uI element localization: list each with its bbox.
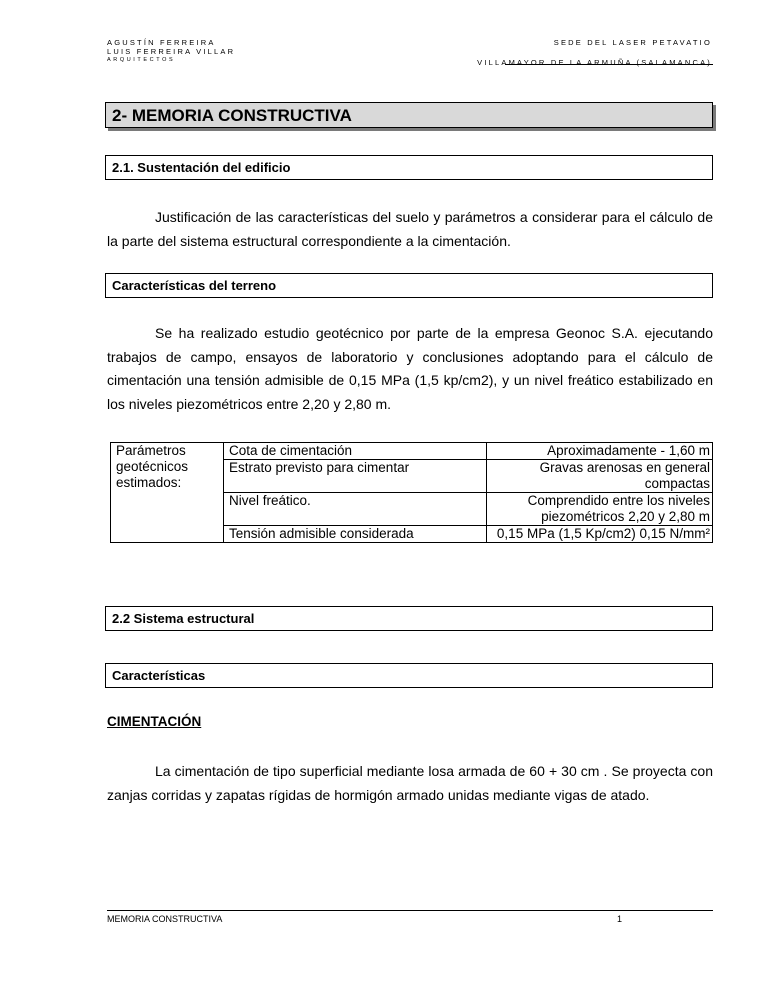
table-value-cell: Gravas arenosas en general compactas [487,460,713,493]
table-value-cell: 0,15 MPa (1,5 Kp/cm2) 0,15 N/mm² [487,526,713,543]
paragraph-sustentacion-text: Justificación de las características del suelo y parámetros a considerar para el cálculo de la parte del sistema estructural correspondiente a la cimentación. [107,209,713,249]
header-architect-2: LUIS FERREIRA VILLAR [107,47,236,56]
header-left [107,38,235,65]
header-architect-1: AGUSTÍN FERREIRA [107,38,216,47]
table-value-cell: Comprendido entre los niveles piezométricos 2,20 y 2,80 m [487,493,713,526]
cimentacion-heading: CIMENTACIÓN [107,714,202,729]
paragraph-terreno [107,322,713,416]
paragraph-sustentacion [107,206,713,253]
section-title-terreno: Características del terreno [105,273,713,298]
header-project-name: SEDE DEL LASER PETAVATIO [553,38,712,47]
table-param-cell: Tensión admisible considerada [224,526,487,543]
table-row-header: Parámetros geotécnicos estimados: [111,443,224,543]
table-param-cell: Nivel freático. [224,493,487,526]
header-architects-label: ARQUITECTOS [107,57,176,63]
footer-title: MEMORIA CONSTRUCTIVA [107,914,223,924]
paragraph-cimentacion [107,760,713,807]
section-title-sistema-estructural: 2.2 Sistema estructural [105,606,713,631]
table-param-cell: Estrato previsto para cimentar [224,460,487,493]
geotechnical-table [110,442,713,543]
table-param-cell: Cota de cimentación [224,443,487,460]
page-number: 1 [617,914,623,924]
section-title-caracteristicas: Características [105,663,713,688]
table-row [111,443,713,460]
paragraph-terreno-text: Se ha realizado estudio geotécnico por parte de la empresa Geonoc S.A. ejecutando trabajos de campo, ensayos de laboratorio y conclusiones adoptando para el cálculo de cimentación una tensión admisible de 0,15 MPa (1,5 kp/cm2), y un nivel freático estabilizado en los niveles piezométricos entre 2,20 y 2,80 m. [107,325,713,412]
header-right [477,38,712,67]
header-rule [505,64,713,65]
header-project-location: VILLAMAYOR DE LA ARMUÑA (SALAMANCA) [477,58,712,67]
section-title-sustentacion: 2.1. Sustentación del edificio [105,155,713,180]
table-value-cell: Aproximadamente - 1,60 m [487,443,713,460]
main-title: 2- MEMORIA CONSTRUCTIVA [105,102,713,128]
paragraph-cimentacion-text: La cimentación de tipo superficial mediante losa armada de 60 + 30 cm . Se proyecta con zanjas corridas y zapatas rígidas de hormigón armado unidas mediante vigas de atado. [107,763,713,803]
footer-rule [107,910,713,911]
